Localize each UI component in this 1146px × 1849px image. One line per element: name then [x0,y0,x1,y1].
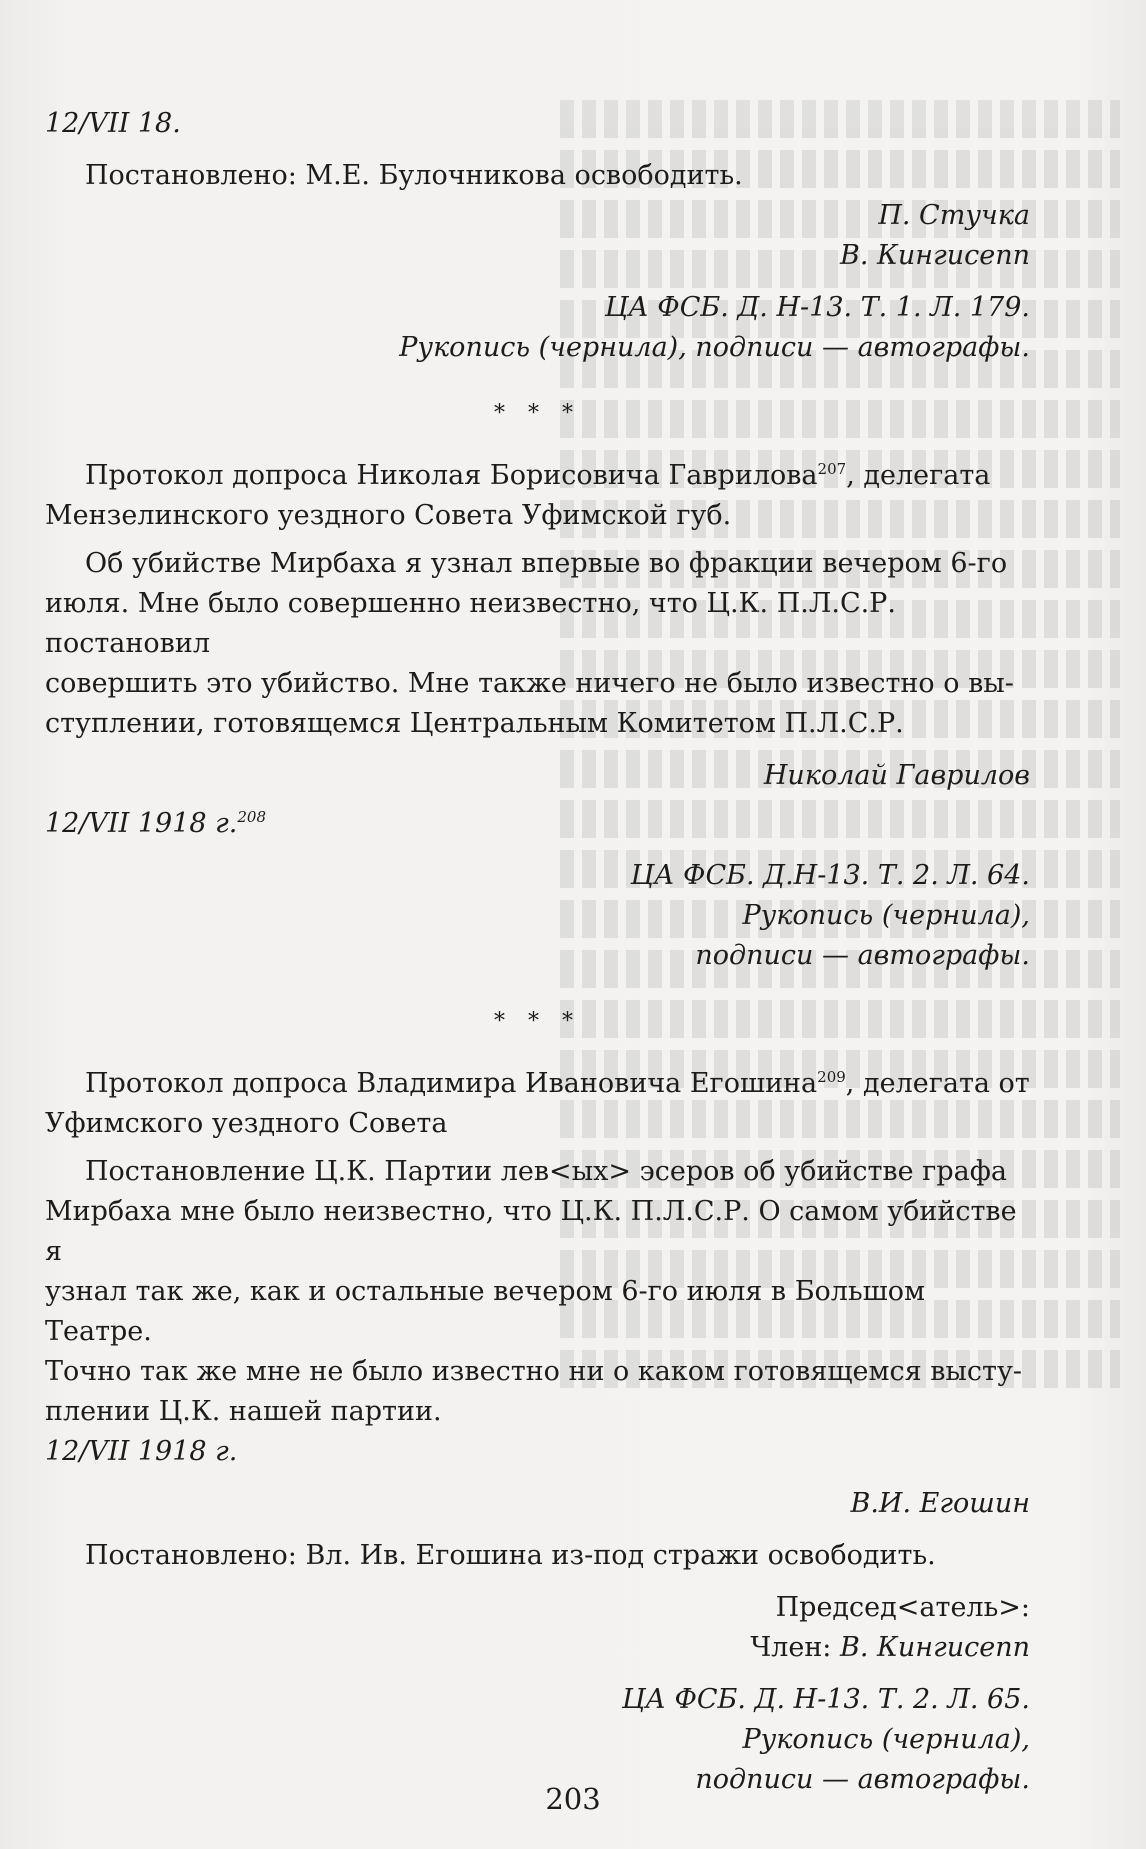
footnote-ref: 208 [237,808,267,826]
entry-date: 12/VII 1918 г. [45,1436,238,1467]
protocol-title-egoshin [45,1064,1030,1104]
page-number: 203 [545,1782,601,1816]
member-label: Член: [750,1632,840,1663]
title-text-end: , делегата [846,460,991,491]
section-separator: * * * [494,1009,581,1034]
testimony-line: Постановление Ц.К. Партии лев<ых> эсеров об убийстве графа [85,1156,1007,1187]
member-name: В. Кингисепп [840,1632,1030,1663]
footnote-ref: 209 [817,1068,846,1086]
archive-reference: ЦА ФСБ. Д.Н-13. Т. 2. Л. 64. [630,860,1030,891]
entry-date: 12/VII 18. [45,108,181,139]
testimony-line: ступлении, готовящемся Центральным Комитетом П.Л.С.Р. [45,708,904,739]
testimony-line: Об убийстве Мирбаха я узнал впервые во фракции вечером 6-го [85,548,1008,579]
title-text-end: , делегата от [845,1068,1030,1099]
signature-gavrilov: Николай Гаврилов [763,760,1030,791]
source-note: Рукопись (чернила), подписи — автографы. [399,332,1030,363]
protocol-title-line2: Мензелинского уездного Совета Уфимской губ. [45,500,732,531]
signature-stuchka: П. Стучка [878,200,1030,231]
testimony-line: Мирбаха мне было неизвестно, что Ц.К. П.Л.С.Р. О самом убийстве я [45,1196,1017,1267]
testimony-line: узнал так же, как и остальные вечером 6-го июля в Большом Театре. [45,1276,926,1347]
title-text: Протокол допроса Николая Борисовича Гаврилова [85,460,818,491]
source-note: Рукопись (чернила), [742,1724,1030,1755]
testimony-line: совершить это убийство. Мне также ничего не было известно о вы- [45,668,1014,699]
testimony-line: плении Ц.К. нашей партии. [45,1396,442,1427]
testimony-line: Точно так же мне не было известно ни о каком готовящемся высту- [45,1356,1022,1387]
archive-reference: ЦА ФСБ. Д. Н-13. Т. 2. Л. 65. [621,1684,1030,1715]
title-text: Протокол допроса Владимира Ивановича Егошина [85,1068,818,1099]
source-note: подписи — автографы. [695,940,1030,971]
source-note: Рукопись (чернила), [742,900,1030,931]
date-text: 12/VII 1918 г. [45,808,238,839]
section-separator: * * * [494,401,581,426]
signature-egoshin: В.И. Егошин [850,1488,1030,1519]
entry-date [45,804,1030,844]
protocol-title-gavrilov [45,456,1030,496]
page-text [45,104,1030,1800]
testimony-line: июля. Мне было совершенно неизвестно, что Ц.К. П.Л.С.Р. постановил [45,588,896,659]
signature-kingisepp: В. Кингисепп [840,240,1030,271]
decision-text: Постановлено: М.Е. Булочникова освободить. [85,160,743,191]
source-note: подписи — автографы. [695,1764,1030,1795]
decision-text: Постановлено: Вл. Ив. Егошина из-под стражи освободить. [85,1540,936,1571]
member-line [45,1628,1030,1668]
protocol-title-line2: Уфимского уездного Совета [45,1108,448,1139]
chair-label: Председ<атель>: [775,1592,1030,1623]
footnote-ref: 207 [817,460,847,478]
archive-reference: ЦА ФСБ. Д. Н-13. Т. 1. Л. 179. [604,292,1030,323]
